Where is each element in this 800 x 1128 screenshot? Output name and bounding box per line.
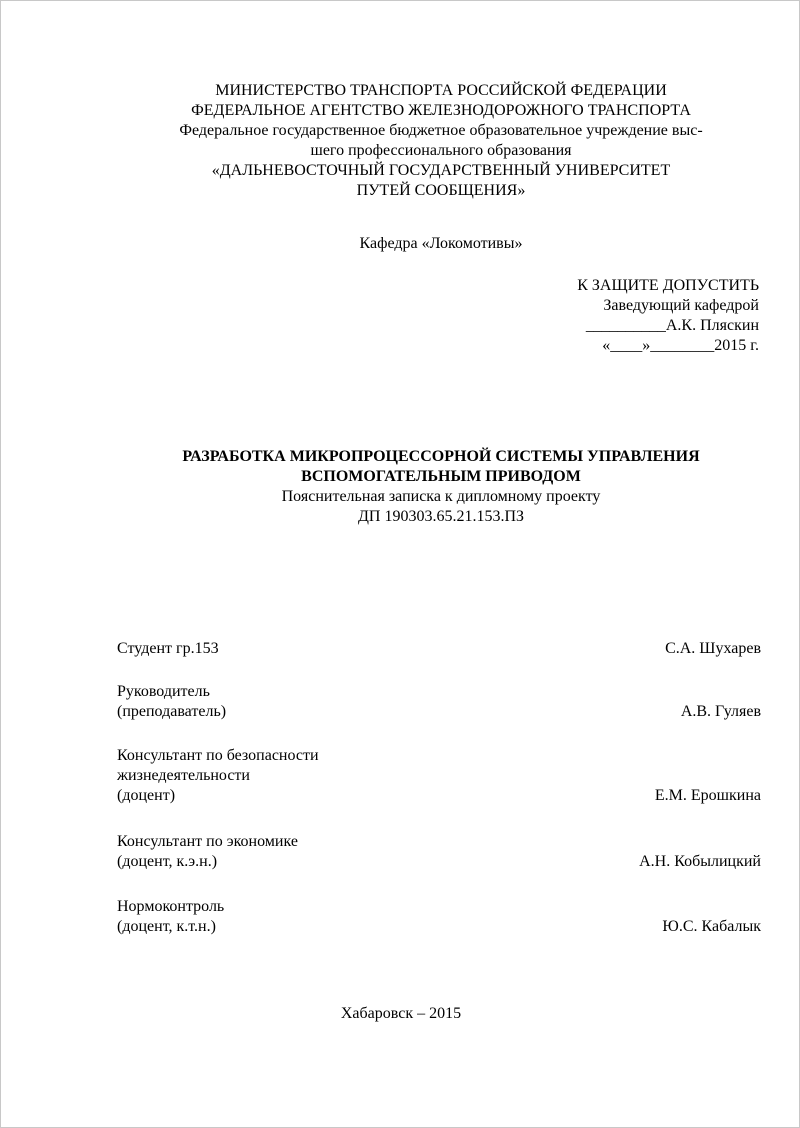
normcontrol-name: Ю.С. Кабалык [662, 918, 761, 935]
safety-consultant-label: Консультант по безопасности [117, 747, 319, 764]
safety-consultant-position: (доцент) [117, 787, 176, 804]
normcontrol-label: Нормоконтроль [117, 898, 225, 915]
safety-consultant-name: Е.М. Ерошкина [654, 787, 761, 804]
supervisor-position: (преподаватель) [117, 703, 227, 720]
supervisor-label: Руководитель [117, 683, 210, 700]
approval-role: Заведующий кафедрой [603, 297, 759, 314]
institution-type-line: Федеральное государственное бюджетное образовательное учреждение выс- [179, 122, 703, 139]
student-name: С.А. Шухарев [665, 640, 761, 657]
approval-signature: __________А.К. Пляскин [585, 317, 759, 334]
economics-consultant-label: Консультант по экономике [117, 833, 298, 850]
document-subtitle: Пояснительная записка к дипломному проекту [281, 488, 601, 505]
supervisor-name: А.В. Гуляев [680, 703, 761, 720]
university-name-line-cont: ПУТЕЙ СООБЩЕНИЯ» [356, 182, 526, 199]
approval-block [577, 276, 759, 356]
normcontrol-row [117, 897, 761, 937]
student-row [117, 639, 761, 659]
institution-header [121, 81, 761, 201]
department-name: Кафедра «Локомотивы» [359, 235, 523, 252]
safety-consultant-label-cont: жизнедеятельности [117, 767, 250, 784]
safety-consultant-row [117, 746, 761, 806]
document-title-block [81, 447, 800, 527]
institution-type-line-cont: шего профессионального образования [310, 142, 572, 159]
approval-date: «____»________2015 г. [602, 337, 759, 354]
economics-consultant-row [117, 832, 761, 872]
ministry-line: МИНИСТЕРСТВО ТРАНСПОРТА РОССИЙСКОЙ ФЕДЕРАЦИИ [215, 82, 667, 99]
city-year: Хабаровск – 2015 [340, 1005, 462, 1022]
approval-heading: К ЗАЩИТЕ ДОПУСТИТЬ [577, 277, 759, 294]
economics-consultant-name: А.Н. Кобылицкий [639, 853, 761, 870]
agency-line: ФЕДЕРАЛЬНОЕ АГЕНТСТВО ЖЕЛЕЗНОДОРОЖНОГО ТРАНСПОРТА [191, 102, 691, 119]
normcontrol-position: (доцент, к.т.н.) [117, 918, 216, 935]
document-code: ДП 190303.65.21.153.ПЗ [357, 508, 525, 525]
student-label: Студент гр.153 [117, 640, 219, 657]
document-title-line1: РАЗРАБОТКА МИКРОПРОЦЕССОРНОЙ СИСТЕМЫ УПРАВЛЕНИЯ [182, 448, 700, 465]
supervisor-row [117, 682, 761, 722]
economics-consultant-position: (доцент, к.э.н.) [117, 853, 218, 870]
document-title-line2: ВСПОМОГАТЕЛЬНЫМ ПРИВОДОМ [301, 468, 581, 485]
university-name-line: «ДАЛЬНЕВОСТОЧНЫЙ ГОСУДАРСТВЕННЫЙ УНИВЕРСИТЕТ [211, 162, 671, 179]
